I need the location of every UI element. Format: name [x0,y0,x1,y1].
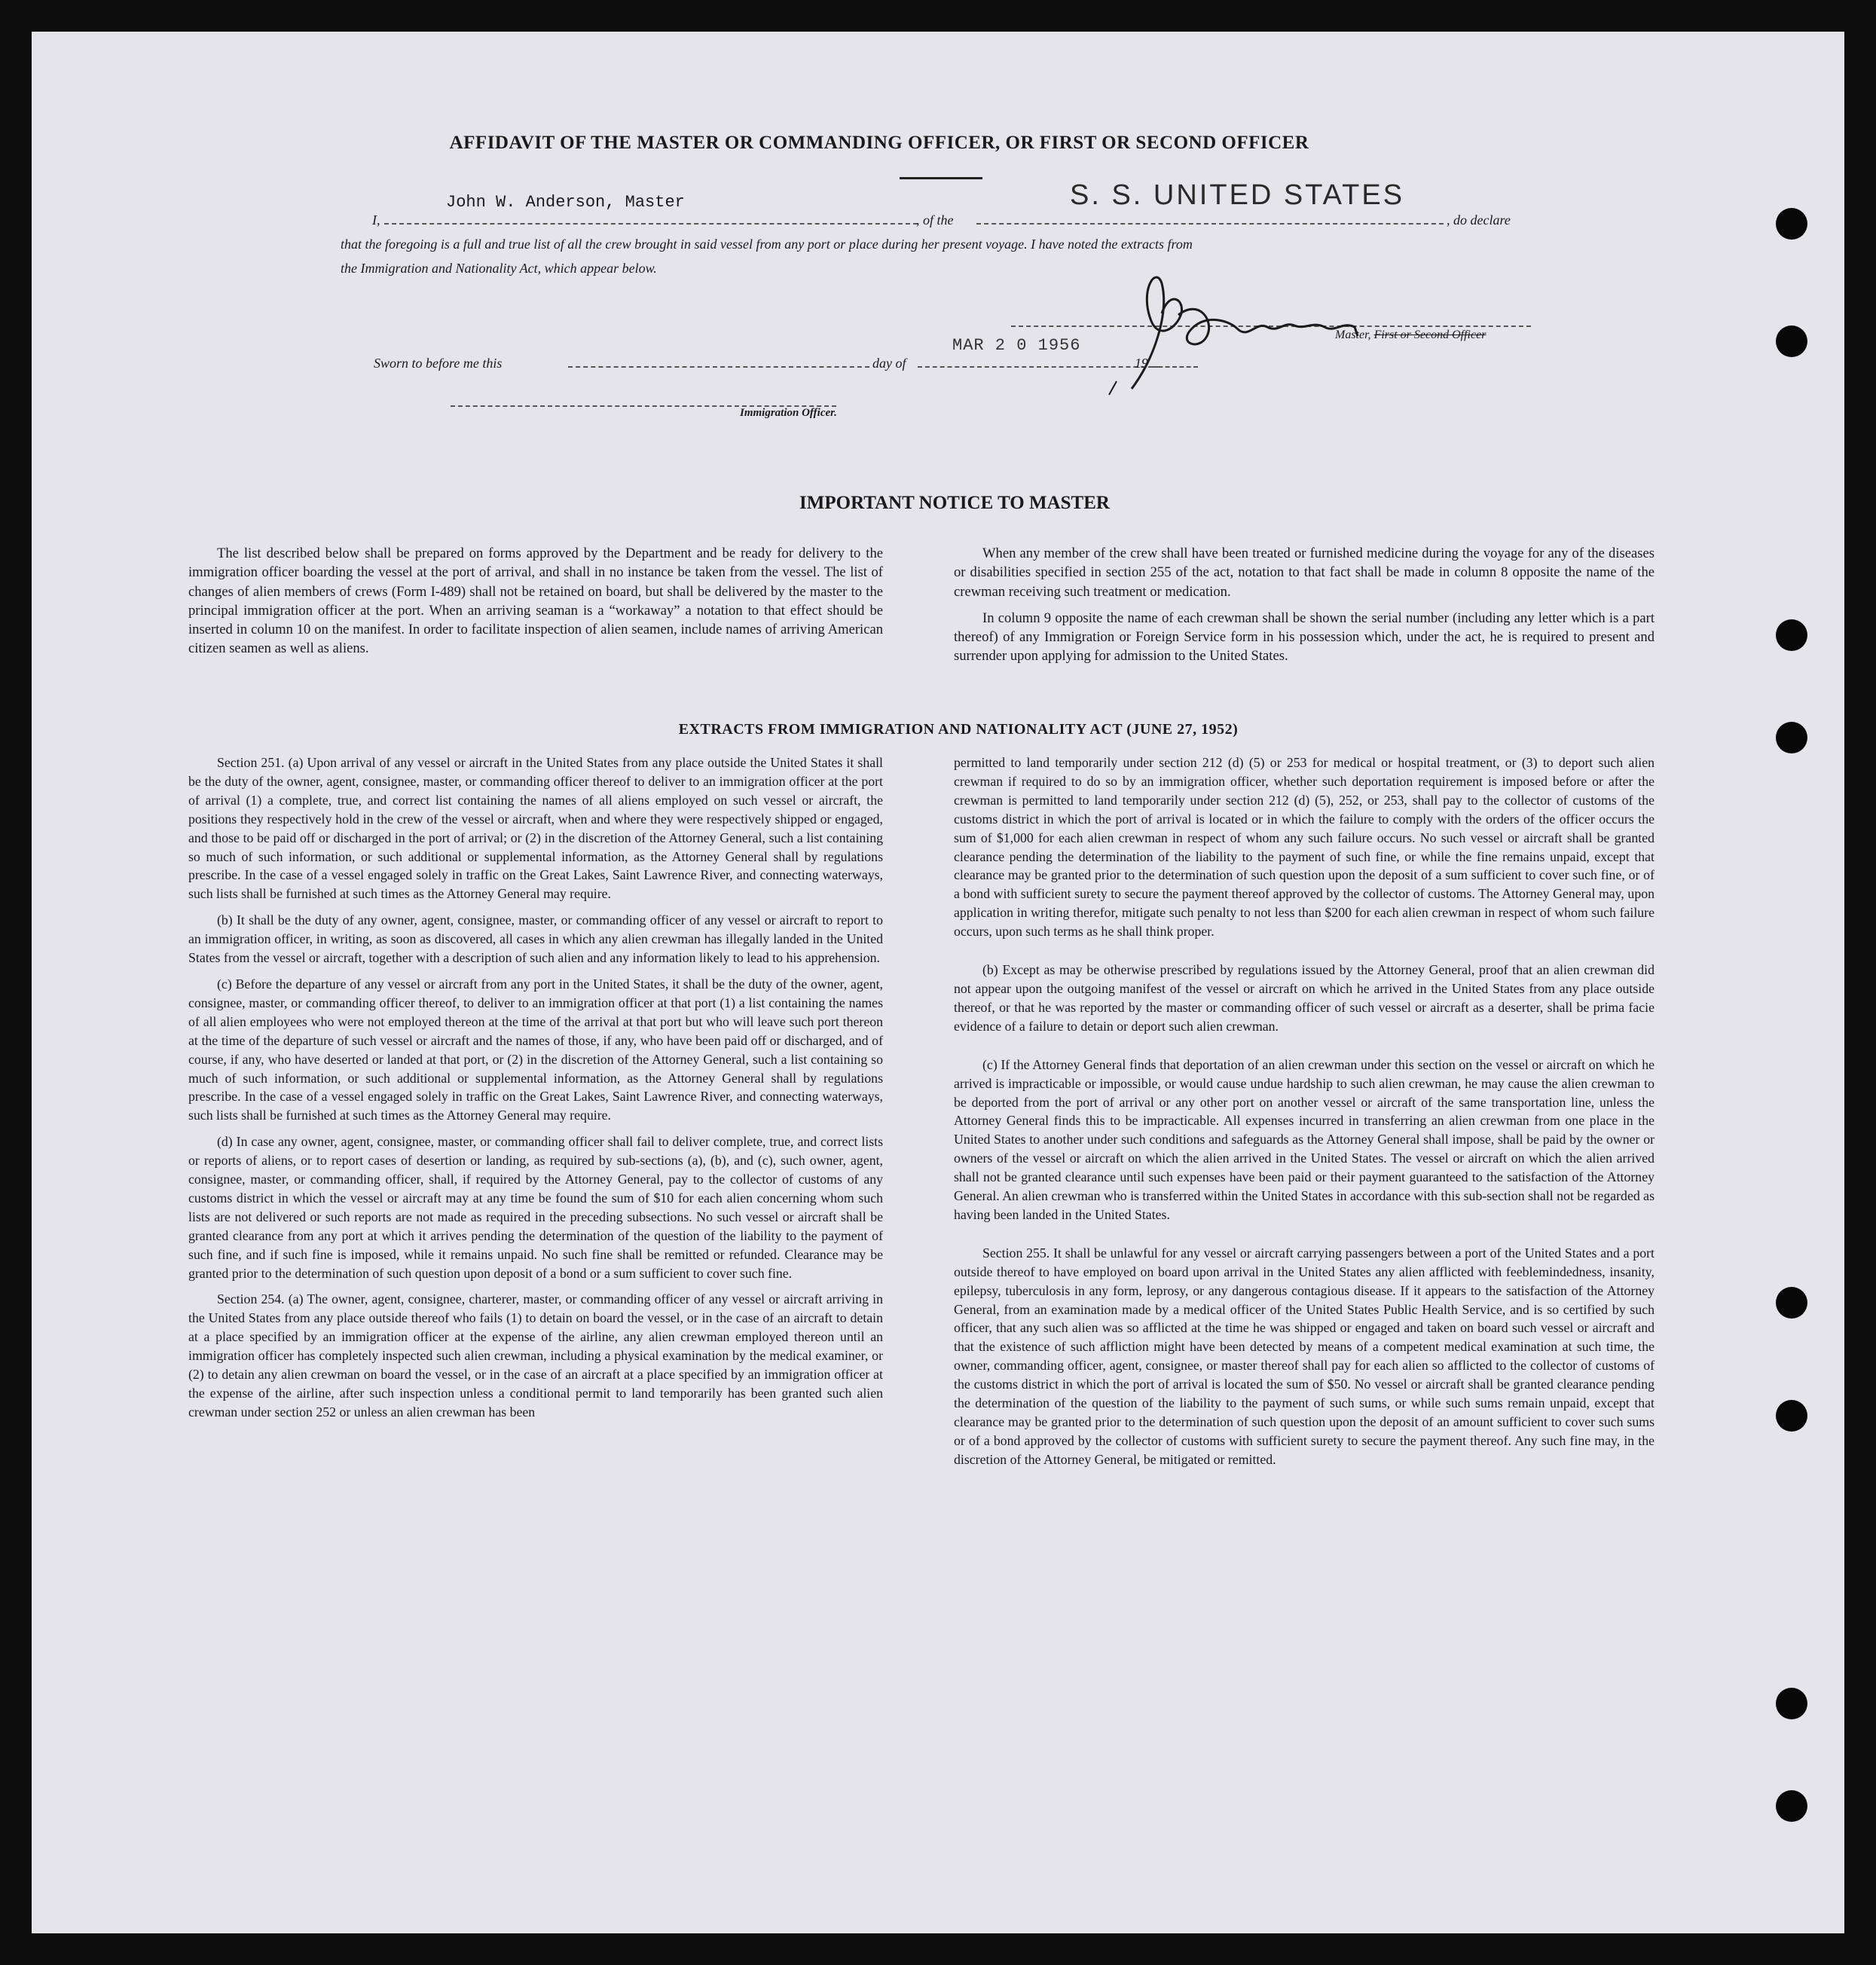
extracts-title: EXTRACTS FROM IMMIGRATION AND NATIONALITY ACT (JUNE 27, 1952) [678,721,1239,738]
title-rule [900,177,982,179]
day-of-label: day of [872,356,906,371]
punch-hole [1776,1688,1807,1719]
extract-paragraph: Section 255. It shall be unlawful for any vessel or aircraft carrying passengers between a port of the United States and a port outside thereof to have employed on board upon arrival in the United States any alien afflicted with feeblemindedness, insanity, epilepsy, tuberculosis in any form, leprosy, or any dangerous contagious disease. If it appears to the satisfaction of the Attorney General, from an examination made by a medical officer of the United States Public Health Service, and is so certified by such officer, that any such alien was so afflicted at the time he was shipped or engaged and taken on board such vessel or aircraft and that the existence of such affliction might have been detected by means of a competent medical examination at such time, the owner, commanding officer, agent, consignee, or master thereof shall pay for each alien so afflicted to the collector of customs of the customs district in which the port of arrival is located the sum of $50. No vessel or aircraft shall be granted clearance pending the determination of the question of the liability to the payment of such sums, or while such sums remain unpaid, except that clearance may be granted prior to the determination of such question upon the deposit of an amount sufficient to cover such sums or of a bond approved by the collector of customs with sufficient surety to secure the payment thereof. Any such fine may, in the discretion of the Attorney General, be mitigated or remitted. [954,1245,1654,1467]
extract-paragraph: Section 251. (a) Upon arrival of any vessel or aircraft in the United States from any place outside the United States it shall be the duty of the owner, agent, consignee, master, or commanding officer thereof to deliver to an immigration officer at the port of arrival (1) a complete, true, and correct list containing the names of all aliens employed on such vessel or aircraft, the positions they respectively hold in the crew of the vessel or aircraft, when and where they were respectively shipped or engaged, and those to be paid off or discharged in the port of arrival; or (2) in the discretion of the Attorney General, such a list containing so much of such information, or such additional or supplemental information, as the Attorney General shall by regulations prescribe. In the case of a vessel engaged solely in traffic on the Great Lakes, Saint Lawrence River, and connecting waterways, such lists shall be furnished at such times as the Attorney General may require. [188,755,883,902]
punch-hole [1776,325,1807,357]
punch-hole [1776,722,1807,753]
notice-paragraph: The list described below shall be prepared on forms approved by the Department and be ready for delivery to the immigration officer boarding the vessel at the port of arrival, and shall in no instance be taken from the vessel. The list of changes of alien members of crews (Form I-489) shall not be retained on board, but shall be delivered by the master to the principal immigration officer at the port. When an arriving seaman is a “workaway” a notation to that effect should be inserted in column 10 on the manifest. In order to facilitate inspection of alien seamen, include names of arriving American citizen seamen as well as aliens. [188,545,883,657]
vessel-name: S. S. UNITED STATES [1070,179,1405,211]
notice-left-column [188,544,883,666]
extract-paragraph: permitted to land temporarily under section 212 (d) (5) or 253 for medical or hospital treatment, or (3) to deport such alien crewman if required to do so by an immigration officer, whether such deportation requirement is imposed before or after the crewman is permitted to land temporarily under section 212 (d) (5), 252, or 253, shall pay to the collector of customs of the customs district in which the port of arrival is located or in which the failure to comply with the orders of the officer occurs the sum of $1,000 for each alien crewman in respect of whom any such failure occurs. No such vessel or aircraft shall be granted clearance pending the determination of the liability to the payment of such fine, or while the fine remains unpaid, except that clearance may be granted prior to the determination of such question upon the deposit of a sum sufficient to cover such fine, or of a bond with sufficient surety to secure the payment thereof approved by the collector of customs. The Attorney General may, upon application in writing therefor, mitigate such penalty to not less than $200 for each alien crewman in respect of whom such failure occurs, upon such terms as he shall think proper. [954,755,1654,940]
punch-hole [1776,619,1807,651]
extract-paragraph: (d) In case any owner, agent, consignee, master, or commanding officer shall fail to deliver complete, true, and correct lists or reports of aliens, or to report cases of desertion or landing, as required by sub-sections (a), (b), and (c), such owner, agent, consignee, master, or commanding officer, shall, if required by the Attorney General, pay to the collector of customs of any customs district in which the vessel or aircraft may at any time be found the sum of $10 for each alien concerning whom such lists are not delivered or such reports are not made as required in the preceding subsections. No such vessel or aircraft shall be granted clearance from any port at which it arrives pending the determination of the question of the liability to the payment of such fine, and if such fine is imposed, while it remains unpaid. No such fine shall be remitted or refunded. Clearance may be granted prior to the determination of such question upon deposit of a bond or a sum sufficient to cover such fine. [188,1134,883,1281]
vessel-line [976,223,1444,225]
officer-label: Immigration Officer. [740,407,837,419]
sworn-month-line [918,366,1160,368]
label-do-declare: , do declare [1447,212,1511,228]
master-name: John W. Anderson, Master [446,193,685,212]
extract-paragraph: (b) Except as may be otherwise prescribed by regulations issued by the Attorney General, proof that an alien crewman did not appear upon the outgoing manifest of the vessel or aircraft on which he arrived in the United States from any place outside thereof, or that he was reported by the master or commanding officer of such vessel or aircraft as a deserter, shall be prima facie evidence of a failure to detain or deport such alien crewman. [954,962,1654,1034]
label-i: I, [372,212,380,228]
punch-hole [1776,1400,1807,1432]
punch-hole [1776,1287,1807,1319]
signer-title-master: Master, [1335,329,1371,341]
label-of-the: , of the [916,212,954,228]
notice-paragraph: When any member of the crew shall have been treated or furnished medicine during the voyage for any of the diseases or disabilities specified in section 255 of the act, notation to that fact shall be made in column 8 opposite the name of the crewman receiving such treatment or medication. [954,545,1654,600]
date-stamp: MAR 2 0 1956 [952,336,1081,355]
signer-title [1335,329,1486,342]
year-line [1151,366,1198,368]
declaration-line-2: the Immigration and Nationality Act, which appear below. [341,261,657,276]
sworn-day-line [568,366,869,368]
extract-paragraph: (b) It shall be the duty of any owner, agent, consignee, master, or commanding officer of any vessel or aircraft to report to an immigration officer, in writing, as soon as discovered, all cases in which any alien crewman has illegally landed in the United States from the vessel or aircraft, together with a description of such alien and any information likely to lead to his apprehension. [188,912,883,966]
signer-title-struck: First or Second Officer [1373,329,1486,341]
punch-hole [1776,1790,1807,1822]
declaration-line-1: that the foregoing is a full and true list of all the crew brought in said vessel from any port or place during her present voyage. I have noted the extracts from [341,237,1193,252]
notice-title: IMPORTANT NOTICE TO MASTER [799,493,1110,513]
year-label: 19 [1135,356,1148,371]
extract-paragraph: (c) If the Attorney General finds that deportation of an alien crewman under this section on the vessel or aircraft on which he arrived is impracticable or impossible, or would cause undue hardship to such alien crewman, he may cause the alien crewman to be deported from the port of arrival or any other port on another vessel or aircraft of the same transportation line, unless the Attorney General finds this to be impracticable. All expenses incurred in transferring an alien crewman from one place in the United States to another under such conditions and safeguards as the Attorney General shall impose, shall be paid by the owner or owners of the vessel or aircraft on which the alien arrived in the United States. The vessel or aircraft on which the alien arrived shall not be granted clearance until such expenses have been paid or their payment guaranteed to the satisfaction of the Attorney General. An alien crewman who is transferred within the United States in accordance with this sub-section shall not be regarded as having been landed in the United States. [954,1056,1654,1222]
extracts-left-column [188,753,883,1429]
notice-paragraph: In column 9 opposite the name of each crewman shall be shown the serial number (including any letter which is a part thereof) of any Immigration or Foreign Service form in his possession which, under the act, he is required to present and surrender upon applying for admission to the United States. [954,610,1654,665]
extracts-right-column [954,753,1654,1477]
sworn-label: Sworn to before me this [374,356,503,371]
name-line [384,223,918,225]
affidavit-title: AFFIDAVIT OF THE MASTER OR COMMANDING OFFICER, OR FIRST OR SECOND OFFICER [449,133,1309,153]
document-page [32,32,1844,1933]
punch-hole [1776,208,1807,240]
extract-paragraph: Section 254. (a) The owner, agent, consignee, charterer, master, or commanding officer of any vessel or aircraft arriving in the United States from any place outside thereof who fails (1) to detain on board the vessel, or in the case of an aircraft to detain at a place specified by an immigration officer at the expense of the airline, any alien crewman employed thereon until an immigration officer has completely inspected such alien crewman, including a physical examination by the medical examiner, or (2) to detain any alien crewman on board the vessel, or in the case of an aircraft at a place specified by an immigration officer at the expense of the airline, after such inspection unless a conditional permit to land temporarily has been granted such alien crewman under section 252 or unless an alien crewman has been [188,1291,883,1420]
notice-right-column [954,544,1654,674]
extract-paragraph: (c) Before the departure of any vessel or aircraft from any port in the United States, it shall be the duty of the owner, agent, consignee, master, or commanding officer thereof, to deliver to an immigration officer at that port (1) a list containing the names of all alien employees who were not employed thereon at the time of the arrival at that port but who will leave such port thereon at the time of the departure of such vessel or aircraft and the names of those, if any, who have been paid off or discharged, and of course, if any, who have deserted or landed at that port, or (2) in the discretion of the Attorney General, such a list containing so much of such information, or such additional or supplemental information, as the Attorney General shall by regulations prescribe. In the case of a vessel engaged solely in traffic on the Great Lakes, Saint Lawrence River, and connecting waterways, such lists shall be furnished at such times as the Attorney General may require. [188,976,883,1123]
